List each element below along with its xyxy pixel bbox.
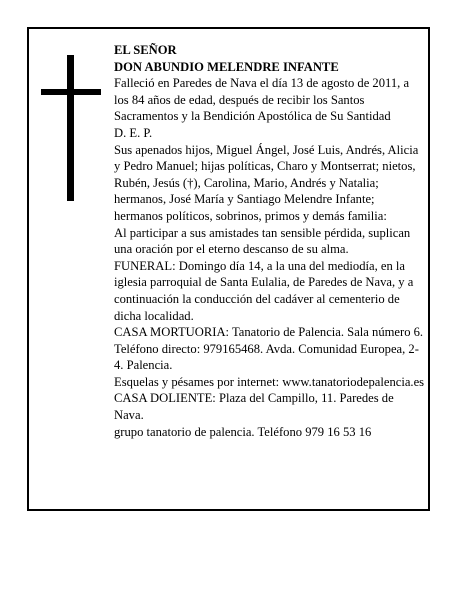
prayer-request: Al participar a sus amistades tan sensible pérdida, suplican una oración por el eterno descanso de su alma. (114, 225, 411, 257)
notice-text (114, 42, 426, 440)
family-home-address: CASA DOLIENTE: Plaza del Campillo, 11. Paredes de Nava. (114, 391, 394, 423)
notice-title-name: DON ABUNDIO MELENDRE INFANTE (114, 59, 339, 74)
death-announcement: Falleció en Paredes de Nava el día 13 de agosto de 2011, a los 84 años de edad, después de recibir los Santos Sacramentos y la Bendición Apostólica de Su Santidad (114, 76, 410, 124)
cross-icon (41, 55, 101, 201)
family-list: Sus apenados hijos, Miguel Ángel, José Luis, Andrés, Alicia y Pedro Manuel; hijas políticas, Charo y Montserrat; nietos, Rubén, Jesús (†), Carolina, Mario, Andrés y Natalia; hermanos, José María y Santiago Melendre Infante; hermanos políticos, sobrinos, primos y demás familia: (114, 142, 419, 223)
funeral-group-contact: grupo tanatorio de palencia. Teléfono 979 16 53 16 (114, 424, 372, 439)
rip-line: D. E. P. (114, 125, 153, 140)
cross-horizontal-bar (41, 89, 101, 95)
notice-title-line1: EL SEÑOR (114, 43, 177, 57)
funeral-home-details: CASA MORTUORIA: Tanatorio de Palencia. Sala número 6. Teléfono directo: 979165468. Avda. Comunidad Europea, 2-4. Palencia. (114, 325, 424, 373)
obituary-notice (27, 27, 430, 511)
funeral-details: FUNERAL: Domingo día 14, a la una del mediodía, en la iglesia parroquial de Santa Eulalia, de Paredes de Nava, y a continuación la conducción del cadáver al cementerio de dicha localidad. (114, 258, 414, 323)
internet-condolences: Esquelas y pésames por internet: www.tanatoriodepalencia.es (114, 374, 425, 389)
cross-vertical-bar (67, 55, 74, 201)
